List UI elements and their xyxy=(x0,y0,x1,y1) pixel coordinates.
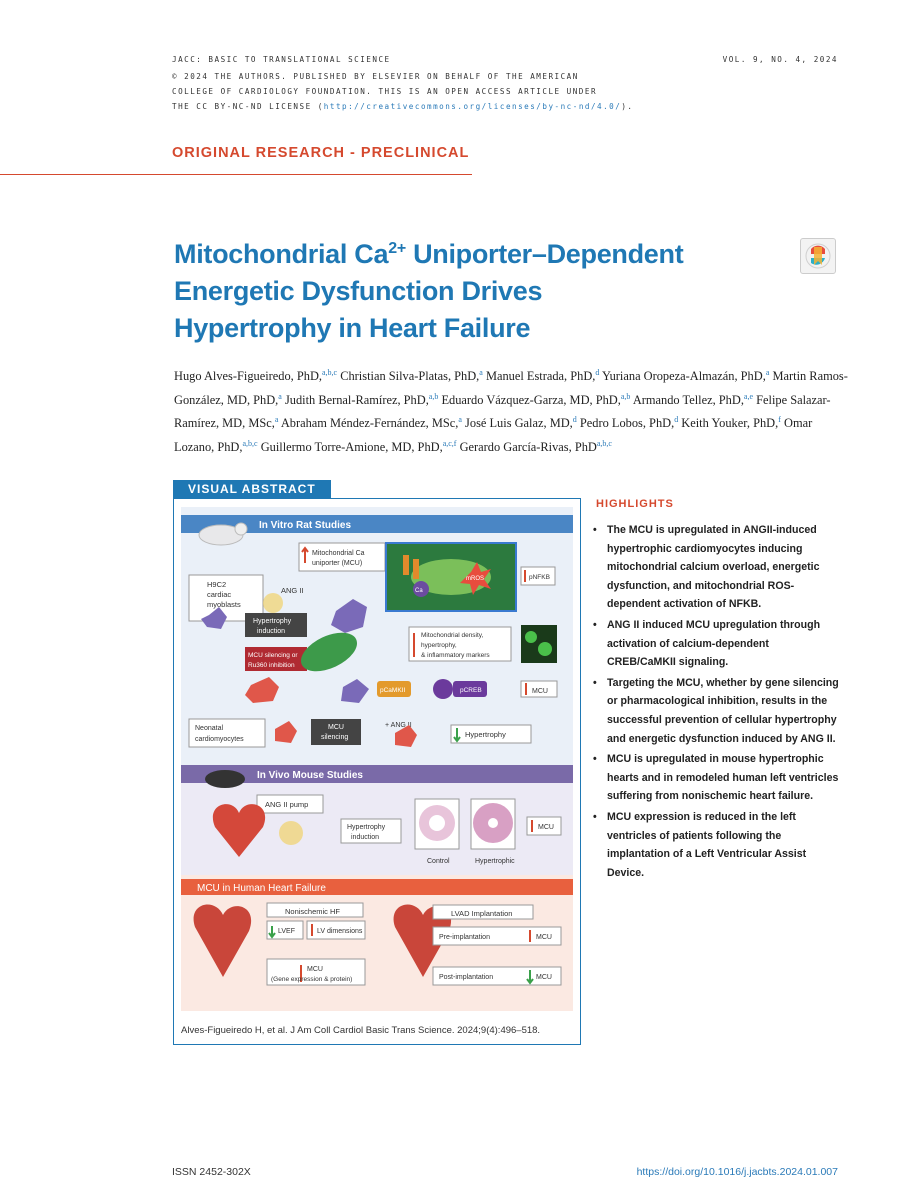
author: Omar Lozano, PhD, xyxy=(174,416,813,454)
author-affiliation: f xyxy=(778,415,781,425)
svg-text:uniporter (MCU): uniporter (MCU) xyxy=(312,560,363,567)
volume-info: VOL. 9, NO. 4, 2024 xyxy=(722,55,838,64)
list-item: • Targeting the MCU, whether by gene silencing or pharmacological inhibition, results in the successful prevention of cellular hypertrophy and energetic dysfunction induced by ANG II. xyxy=(590,674,840,748)
author: Keith Youker, PhD, xyxy=(681,416,779,431)
svg-text:pCREB: pCREB xyxy=(460,687,482,694)
author: Pedro Lobos, PhD, xyxy=(579,416,675,431)
author: José Luis Galaz, MD, xyxy=(465,416,573,431)
svg-text:Ru360 inhibition: Ru360 inhibition xyxy=(248,662,295,669)
svg-text:MCU: MCU xyxy=(307,966,323,973)
svg-text:ANG II pump: ANG II pump xyxy=(265,800,309,809)
section-rule xyxy=(0,174,472,175)
svg-text:Pre-implantation: Pre-implantation xyxy=(439,934,490,941)
author-affiliation: a,b xyxy=(620,391,631,401)
svg-text:(Gene expression & protein): (Gene expression & protein) xyxy=(271,976,353,983)
author-affiliation: a,b,c xyxy=(242,438,258,448)
in-vitro-heading: In Vitro Rat Studies xyxy=(259,520,352,531)
svg-text:MCU: MCU xyxy=(532,688,548,695)
author: Eduardo Vázquez-Garza, MD, PhD, xyxy=(441,392,621,407)
author-affiliation: a xyxy=(765,368,770,377)
svg-text:& inflammatory markers: & inflammatory markers xyxy=(421,652,490,659)
svg-text:LVAD Implantation: LVAD Implantation xyxy=(451,909,513,918)
author-affiliation: a xyxy=(278,391,282,401)
doi-link[interactable]: https://doi.org/10.1016/j.jacbts.2024.01.007 xyxy=(636,1166,838,1178)
visual-abstract-tab: VISUAL ABSTRACT xyxy=(173,480,331,498)
svg-text:H9C2: H9C2 xyxy=(207,580,227,589)
author: Hugo Alves-Figueiredo, PhD, xyxy=(174,369,322,384)
list-item: • ANG II induced MCU upregulation through activation of calcium-dependent CREB/CaMKII signaling. xyxy=(590,616,840,672)
svg-text:hypertrophy,: hypertrophy, xyxy=(421,642,457,649)
author-list xyxy=(174,363,854,458)
svg-text:Hypertrophy: Hypertrophy xyxy=(253,618,292,625)
crossmark-icon[interactable] xyxy=(800,238,836,274)
highlights-list xyxy=(590,521,840,882)
author: Gerardo García-Rivas, PhD xyxy=(459,440,597,454)
svg-text:Neonatal: Neonatal xyxy=(195,725,224,732)
visual-abstract-figure xyxy=(181,507,573,1011)
svg-text:myoblasts: myoblasts xyxy=(207,600,241,609)
author: Felipe Salazar-Ramírez, MD, MSc, xyxy=(174,392,831,431)
list-item: • The MCU is upregulated in ANGII-induced hypertrophic cardiomyocytes inducing mitochondrial calcium overload, energetic dysfunction, and mitochondrial ROS-dependent activation of NFKB. xyxy=(590,521,840,614)
author-affiliation: a xyxy=(458,415,462,425)
svg-text:MCU silencing or: MCU silencing or xyxy=(248,652,298,659)
author: Manuel Estrada, PhD, xyxy=(485,369,596,384)
svg-text:ANG II: ANG II xyxy=(281,586,304,595)
svg-text:induction: induction xyxy=(257,628,286,635)
mouse-icon xyxy=(205,770,245,788)
svg-text:pCaMKII: pCaMKII xyxy=(380,687,406,694)
author: Christian Silva-Platas, PhD, xyxy=(340,369,480,384)
license-notice xyxy=(172,69,633,114)
in-vivo-heading: In Vivo Mouse Studies xyxy=(257,770,363,781)
svg-text:mROS: mROS xyxy=(466,576,484,582)
human-heading: MCU in Human Heart Failure xyxy=(197,883,326,894)
author-affiliation: a,b,c xyxy=(322,368,338,377)
svg-text:+ ANG II: + ANG II xyxy=(385,722,412,729)
author-affiliation: d xyxy=(572,415,577,425)
svg-text:cardiomyocytes: cardiomyocytes xyxy=(195,736,244,743)
author: Abraham Méndez-Fernández, MSc, xyxy=(280,416,459,431)
author: Armando Tellez, PhD, xyxy=(632,392,744,407)
article-title: Mitochondrial $Ca^{2+}$ Uniporter–Dependent Energetic Dysfunction Drives Hypertrophy in Heart Failure xyxy=(174,239,684,343)
svg-text:Hypertrophic: Hypertrophic xyxy=(475,858,515,865)
author: Yuriana Oropeza-Almazán, PhD, xyxy=(602,369,766,384)
svg-text:LVEF: LVEF xyxy=(278,928,295,935)
author-affiliation: d xyxy=(595,368,600,377)
svg-text:MCU: MCU xyxy=(328,724,344,731)
svg-text:MCU: MCU xyxy=(538,824,554,831)
author-affiliation: a xyxy=(479,368,483,377)
svg-text:MCU: MCU xyxy=(536,974,552,981)
author-affiliation: a,b,c xyxy=(596,438,612,448)
journal-name: JACC: BASIC TO TRANSLATIONAL SCIENCE xyxy=(172,55,391,64)
svg-text:Hypertrophy: Hypertrophy xyxy=(465,730,506,739)
author: Judith Bernal-Ramírez, PhD, xyxy=(284,392,429,407)
svg-text:Control: Control xyxy=(427,858,450,865)
list-item: • MCU expression is reduced in the left ventricles of patients following the implantation of a Left Ventricular Assist Device. xyxy=(590,808,840,882)
issn: ISSN 2452-302X xyxy=(172,1166,251,1178)
author-affiliation: a,c,f xyxy=(442,438,457,448)
highlights-heading: HIGHLIGHTS xyxy=(596,498,674,510)
svg-text:Mitochondrial Ca: Mitochondrial Ca xyxy=(312,550,365,557)
author-affiliation: a,b xyxy=(428,391,439,401)
svg-text:Hypertrophy: Hypertrophy xyxy=(347,824,386,831)
svg-text:induction: induction xyxy=(351,834,380,841)
svg-text:cardiac: cardiac xyxy=(207,590,232,599)
svg-text:Nonischemic HF: Nonischemic HF xyxy=(285,907,341,916)
svg-text:LV dimensions: LV dimensions xyxy=(317,928,363,935)
author-affiliation: a,e xyxy=(743,391,754,401)
license-line-3: THE CC BY-NC-ND LICENSE (http://creativecommons.org/licenses/by-nc-nd/4.0/). xyxy=(172,102,634,111)
svg-text:pNFKB: pNFKB xyxy=(529,574,550,581)
svg-text:MCU: MCU xyxy=(536,934,552,941)
svg-text:silencing: silencing xyxy=(321,734,349,741)
article-type-label: ORIGINAL RESEARCH - PRECLINICAL xyxy=(172,145,470,161)
visual-abstract-citation: Alves-Figueiredo H, et al. J Am Coll Cardiol Basic Trans Science. 2024;9(4):496–518. xyxy=(181,1025,541,1036)
author: Martin Ramos-González, MD, PhD, xyxy=(174,369,848,407)
svg-text:Ca: Ca xyxy=(415,588,423,594)
license-line-2: COLLEGE OF CARDIOLOGY FOUNDATION. THIS IS AN OPEN ACCESS ARTICLE UNDER xyxy=(172,87,598,96)
list-item: • MCU is upregulated in mouse hypertrophic hearts and in remodeled human left ventricles suffering from nonischemic heart failure. xyxy=(590,750,840,806)
svg-text:Post-implantation: Post-implantation xyxy=(439,974,494,981)
license-line-1: © 2024 THE AUTHORS. PUBLISHED BY ELSEVIER ON BEHALF OF THE AMERICAN xyxy=(172,72,579,81)
license-link[interactable]: http://creativecommons.org/licenses/by-nc-nd/4.0/ xyxy=(323,102,622,111)
author: Guillermo Torre-Amione, MD, PhD, xyxy=(260,440,443,454)
author-affiliation: d xyxy=(674,415,679,425)
svg-text:Mitochondrial density,: Mitochondrial density, xyxy=(421,632,484,639)
author-affiliation: a xyxy=(274,415,279,425)
